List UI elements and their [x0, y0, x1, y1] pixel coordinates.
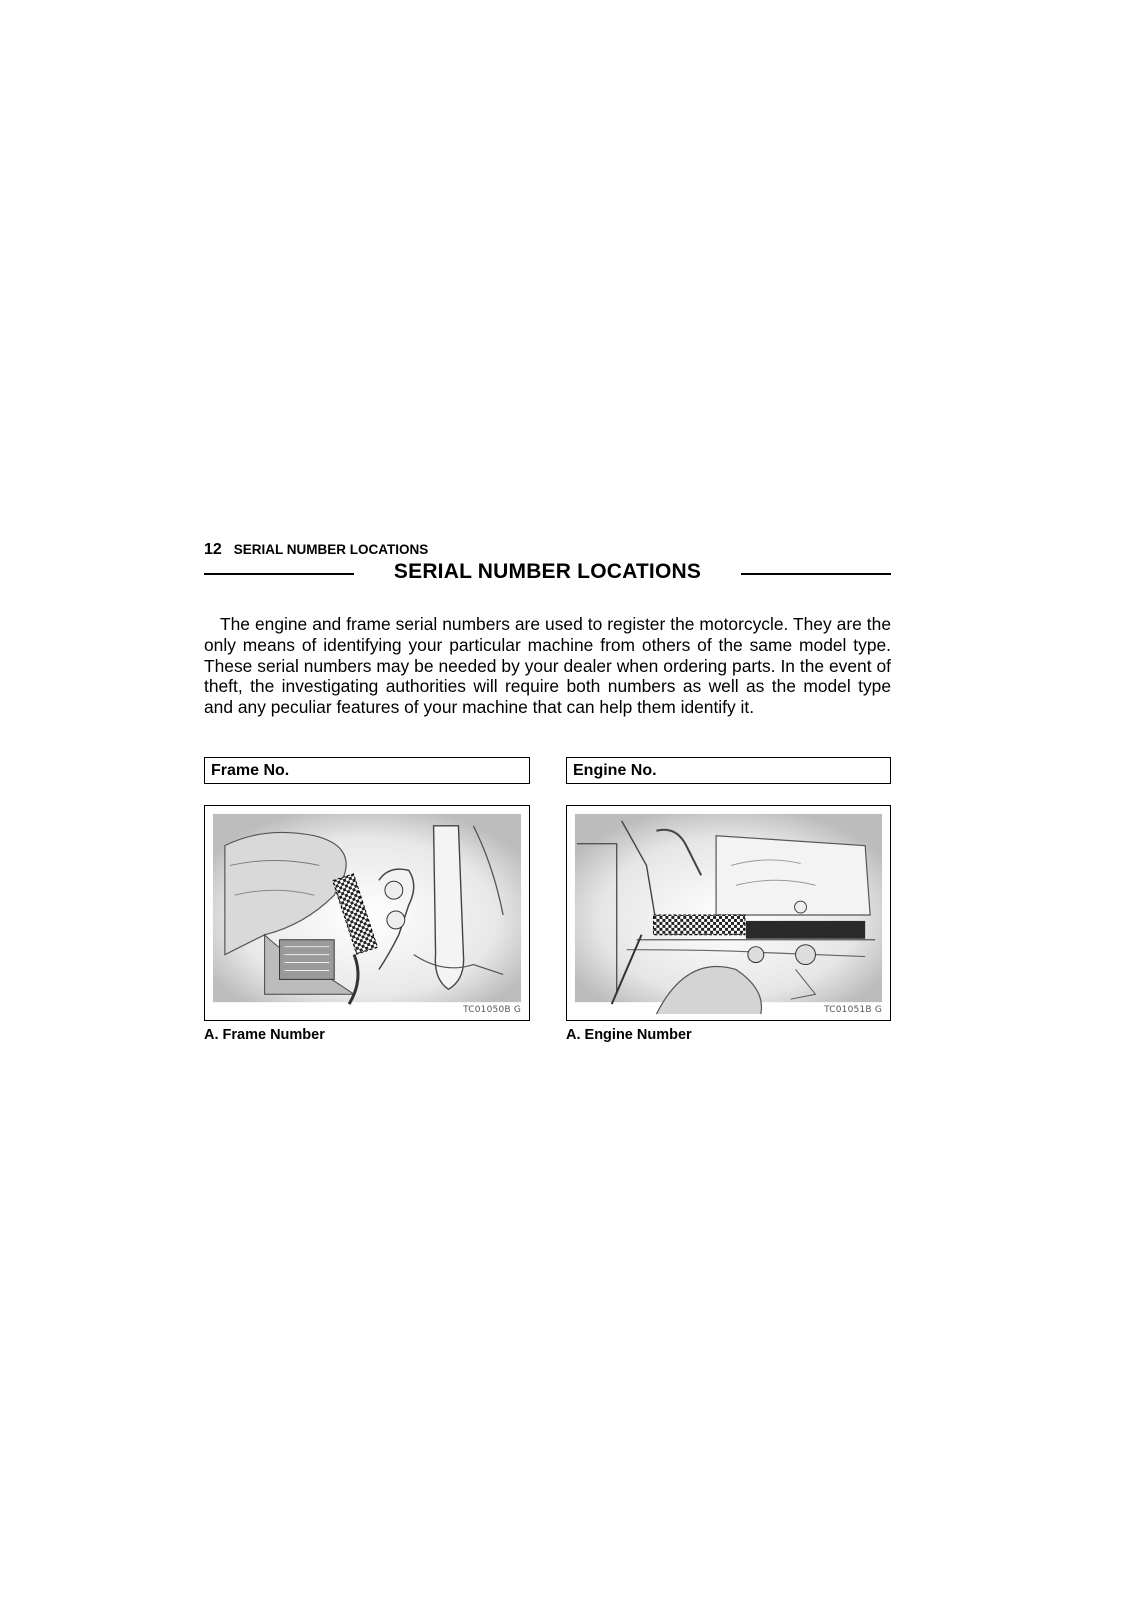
engine-number-box [566, 757, 891, 784]
running-head [204, 541, 428, 559]
engine-number-illustration [566, 805, 891, 1021]
engine-caption: A. Engine Number [566, 1027, 692, 1043]
title-rule-left [204, 573, 354, 575]
frame-number-illustration [204, 805, 530, 1021]
frame-number-box [204, 757, 530, 784]
engine-number-label: Engine No. [573, 762, 657, 779]
frame-number-label: Frame No. [211, 762, 290, 779]
frame-illustration-drawing [205, 806, 529, 1020]
frame-caption: A. Frame Number [204, 1027, 325, 1043]
section-title: SERIAL NUMBER LOCATIONS [393, 560, 702, 583]
engine-illustration-drawing [567, 806, 890, 1020]
engine-figure-code: TC01051B G [824, 1005, 882, 1015]
running-title: SERIAL NUMBER LOCATIONS [233, 542, 429, 557]
page-number: 12 [204, 541, 222, 558]
title-rule-right [741, 573, 891, 575]
frame-figure-code: TC01050B G [463, 1005, 521, 1015]
body-paragraph: The engine and frame serial numbers are used to register the motorcycle. They are the only means of identifying your particular machine from others of the same model type. These serial numbers may be needed by your dealer when ordering parts. In the event of theft, the investigating authorities will require both numbers as well as the model type and any peculiar features of your machine that can help them identify it. [204, 614, 891, 718]
